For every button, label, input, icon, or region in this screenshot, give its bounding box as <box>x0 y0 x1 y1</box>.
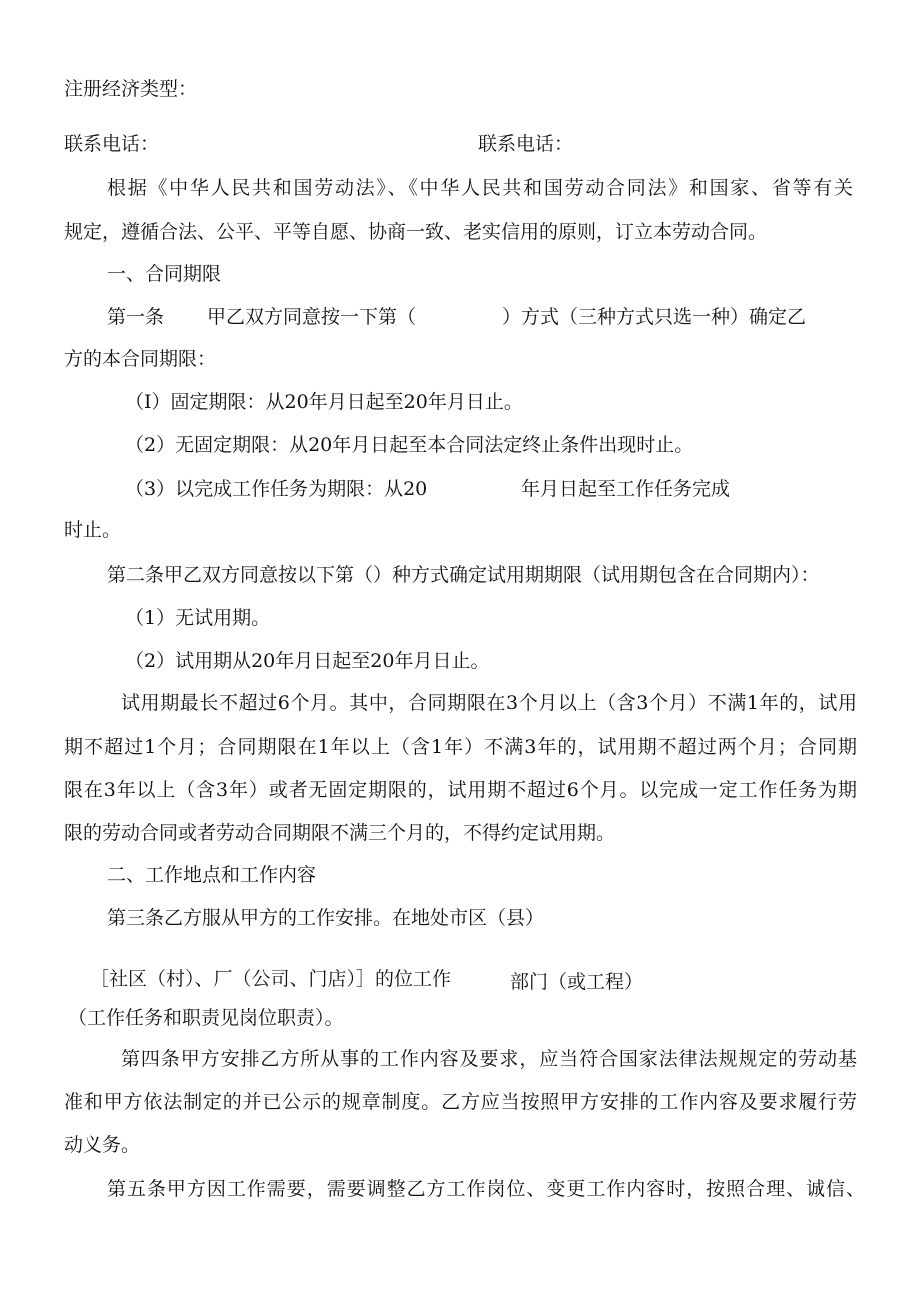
article-3-workplace: ［社区（村）、厂（公司、门店）］的位工作 <box>90 968 452 990</box>
article-1-text-b: ）方式（三种方式只选一种）确定乙 <box>502 306 807 328</box>
registered-economic-type-label: 注册经济类型： <box>64 78 198 100</box>
section-1-heading: 一、合同期限 <box>107 263 222 285</box>
article-2: 第二条甲乙双方同意按以下第（）种方式确定试用期期限（试用期包含在合同期内）： <box>107 564 820 586</box>
party-a-phone-label: 联系电话： <box>64 133 160 155</box>
article-4-line-1: 第四条甲方安排乙方所从事的工作内容及要求，应当符合国家法律法规规定的劳动基 <box>121 1048 857 1070</box>
probation-option-2: （2）试用期从20年月日起至20年月日止。 <box>125 650 490 672</box>
article-3-duties: （工作任务和职责见岗位职责）。 <box>68 1007 344 1029</box>
probation-rule-line-1: 试用期最长不超过6个月。其中，合同期限在3个月以上（含3个月）不满1年的，试用 <box>121 692 857 714</box>
term-option-1: （I）固定期限：从20年月日起至20年月日止。 <box>125 391 523 413</box>
article-4-line-2: 准和甲方依法制定的并已公示的规章制度。乙方应当按照甲方安排的工作内容及要求履行劳 <box>64 1091 857 1113</box>
article-3-department: 部门（或工程） <box>510 971 644 993</box>
probation-rule-line-4: 限的劳动合同或者劳动合同期限不满三个月的，不得约定试用期。 <box>64 822 616 844</box>
article-4-line-3: 动义务。 <box>64 1134 141 1156</box>
intro-line-1: 根据《中华人民共和国劳动法》、《中华人民共和国劳动合同法》和国家、省等有关 <box>107 177 853 199</box>
article-1-prefix: 第一条 <box>107 306 165 328</box>
probation-option-1: （1）无试用期。 <box>125 607 271 629</box>
article-1-continuation: 方的本合同期限： <box>64 348 217 370</box>
article-3: 第三条乙方服从甲方的工作安排。在地处市区（县） <box>107 907 545 929</box>
section-2-heading: 二、工作地点和工作内容 <box>107 864 317 886</box>
party-b-phone-label: 联系电话： <box>478 133 574 155</box>
probation-rule-line-2: 期不超过1个月；合同期限在1年以上（含1年）不满3年的，试用期不超过两个月；合同期 <box>64 736 857 758</box>
term-option-3-b: 年月日起至工作任务完成 <box>521 478 731 500</box>
article-5-line-1: 第五条甲方因工作需要，需要调整乙方工作岗位、变更工作内容时，按照合理、诚信、 <box>107 1178 865 1200</box>
term-option-2: （2）无固定期限：从20年月日起至本合同法定终止条件出现时止。 <box>125 434 694 456</box>
term-option-3-continuation: 时止。 <box>64 519 122 541</box>
probation-rule-line-3: 限在3年以上（含3年）或者无固定期限的，试用期不超过6个月。以完成一定工作任务为期 <box>64 779 857 801</box>
intro-line-2: 规定，遵循合法、公平、平等自愿、协商一致、老实信用的原则，订立本劳动合同。 <box>64 221 768 243</box>
term-option-3-a: （3）以完成工作任务为期限：从20 <box>125 478 428 500</box>
article-1-text-a: 甲乙双方同意按一下第（ <box>207 306 417 328</box>
